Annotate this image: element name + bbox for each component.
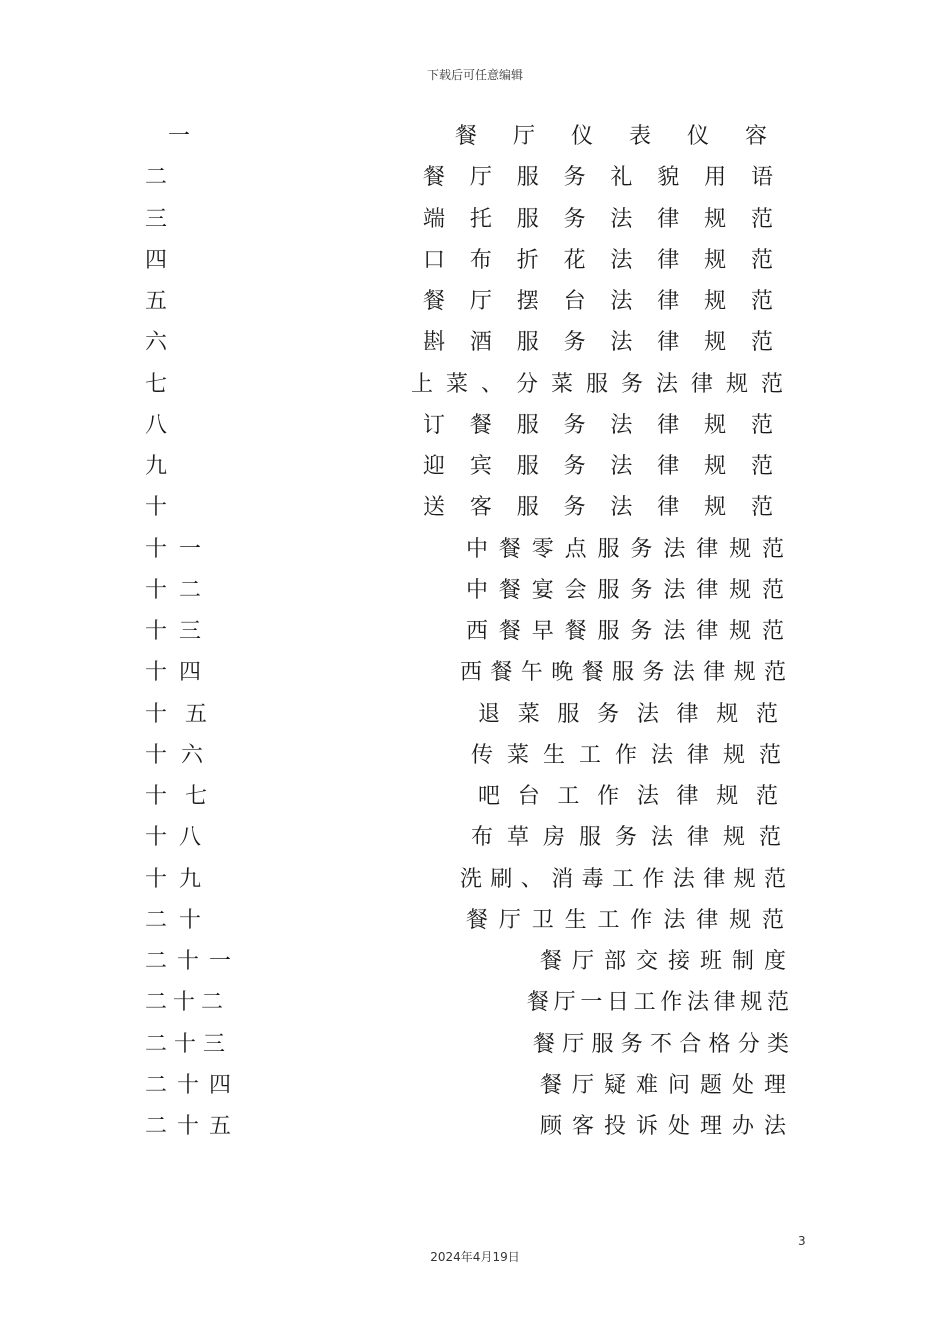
toc-row	[0, 988, 950, 1018]
footer-date: 2024年4月19日	[430, 1250, 520, 1264]
toc-title: 顾客投诉处理办法	[540, 1114, 796, 1139]
toc-number: 二十五	[145, 1114, 241, 1139]
toc-number: 十四	[145, 660, 213, 686]
toc-number: 二十	[145, 907, 213, 933]
toc-number: 二十一	[145, 949, 241, 974]
toc-row	[0, 246, 950, 276]
toc-number: 一	[168, 124, 191, 149]
toc-row	[0, 452, 950, 482]
toc-title: 传菜生工作法律规范	[471, 742, 795, 768]
toc-title: 吧台工作法律规范	[478, 784, 796, 809]
toc-number: 二十二	[145, 990, 229, 1016]
toc-number: 十六	[145, 742, 217, 768]
toc-row	[0, 658, 950, 688]
toc-row	[0, 122, 950, 152]
toc-number: 四	[145, 247, 168, 273]
toc-row	[0, 535, 950, 565]
toc-number: 三	[145, 206, 168, 232]
toc-title: 餐厅服务礼貌用语	[423, 165, 798, 191]
toc-row	[0, 576, 950, 606]
toc-number: 九	[145, 454, 168, 479]
toc-number: 八	[145, 412, 168, 438]
toc-title: 订餐服务法律规范	[423, 412, 798, 438]
toc-title: 斟酒服务法律规范	[423, 330, 798, 356]
toc-number: 十三	[145, 619, 213, 644]
toc-row	[0, 205, 950, 235]
toc-number: 十九	[145, 866, 213, 892]
toc-number: 十八	[145, 825, 213, 851]
page-header: 下载后可任意编辑	[426, 68, 523, 82]
toc-title: 西餐午晚餐服务法律规范	[460, 660, 795, 686]
toc-title: 布草房服务法律规范	[471, 825, 795, 851]
toc-number: 六	[145, 330, 168, 356]
toc-row	[0, 823, 950, 853]
toc-title: 餐厅摆台法律规范	[423, 289, 798, 314]
toc-number: 二十四	[145, 1072, 241, 1098]
toc-row	[0, 1071, 950, 1101]
toc-number: 十	[145, 495, 168, 521]
toc-title: 餐厅疑难问题处理	[540, 1072, 796, 1098]
toc-row	[0, 865, 950, 895]
toc-row	[0, 163, 950, 193]
toc-row	[0, 782, 950, 812]
toc-title: 洗刷、消毒工作法律规范	[460, 866, 795, 892]
toc-title: 西餐早餐服务法律规范	[466, 619, 795, 644]
toc-row	[0, 411, 950, 441]
toc-row	[0, 493, 950, 523]
toc-title: 口布折花法律规范	[423, 247, 798, 273]
toc-number: 五	[145, 289, 168, 314]
toc-title: 上菜、分菜服务法律规范	[411, 371, 796, 397]
toc-row	[0, 287, 950, 317]
toc-row	[0, 617, 950, 647]
toc-title: 送客服务法律规范	[423, 495, 798, 521]
toc-row	[0, 741, 950, 771]
toc-title: 端托服务法律规范	[423, 206, 798, 232]
toc-number: 二	[145, 165, 168, 191]
toc-title: 餐厅一日工作法律规范	[527, 990, 794, 1016]
toc-number: 二十三	[145, 1031, 232, 1057]
toc-title: 餐厅部交接班制度	[540, 949, 796, 974]
toc-number: 十 五	[145, 701, 213, 727]
toc-title: 退菜服务法律规范	[478, 701, 796, 727]
toc-number: 十二	[145, 577, 213, 603]
page-number: 3	[798, 1234, 806, 1248]
toc-title: 餐厅服务不合格分类	[533, 1031, 797, 1057]
toc-number: 十 七	[145, 784, 213, 809]
toc-row	[0, 1030, 950, 1060]
toc-row	[0, 947, 950, 977]
toc-title: 中餐宴会服务法律规范	[466, 577, 795, 603]
toc-title: 中餐零点服务法律规范	[466, 536, 795, 562]
toc-row	[0, 906, 950, 936]
toc-title: 餐厅卫生工作法律规范	[466, 907, 795, 933]
toc-title: 迎宾服务法律规范	[423, 454, 798, 479]
toc-title: 餐厅仪表仪容	[455, 124, 803, 149]
toc-number: 七	[145, 371, 168, 397]
toc-row	[0, 328, 950, 358]
toc-row	[0, 370, 950, 400]
toc-number: 十一	[145, 536, 213, 562]
toc-row	[0, 1112, 950, 1142]
toc-row	[0, 700, 950, 730]
